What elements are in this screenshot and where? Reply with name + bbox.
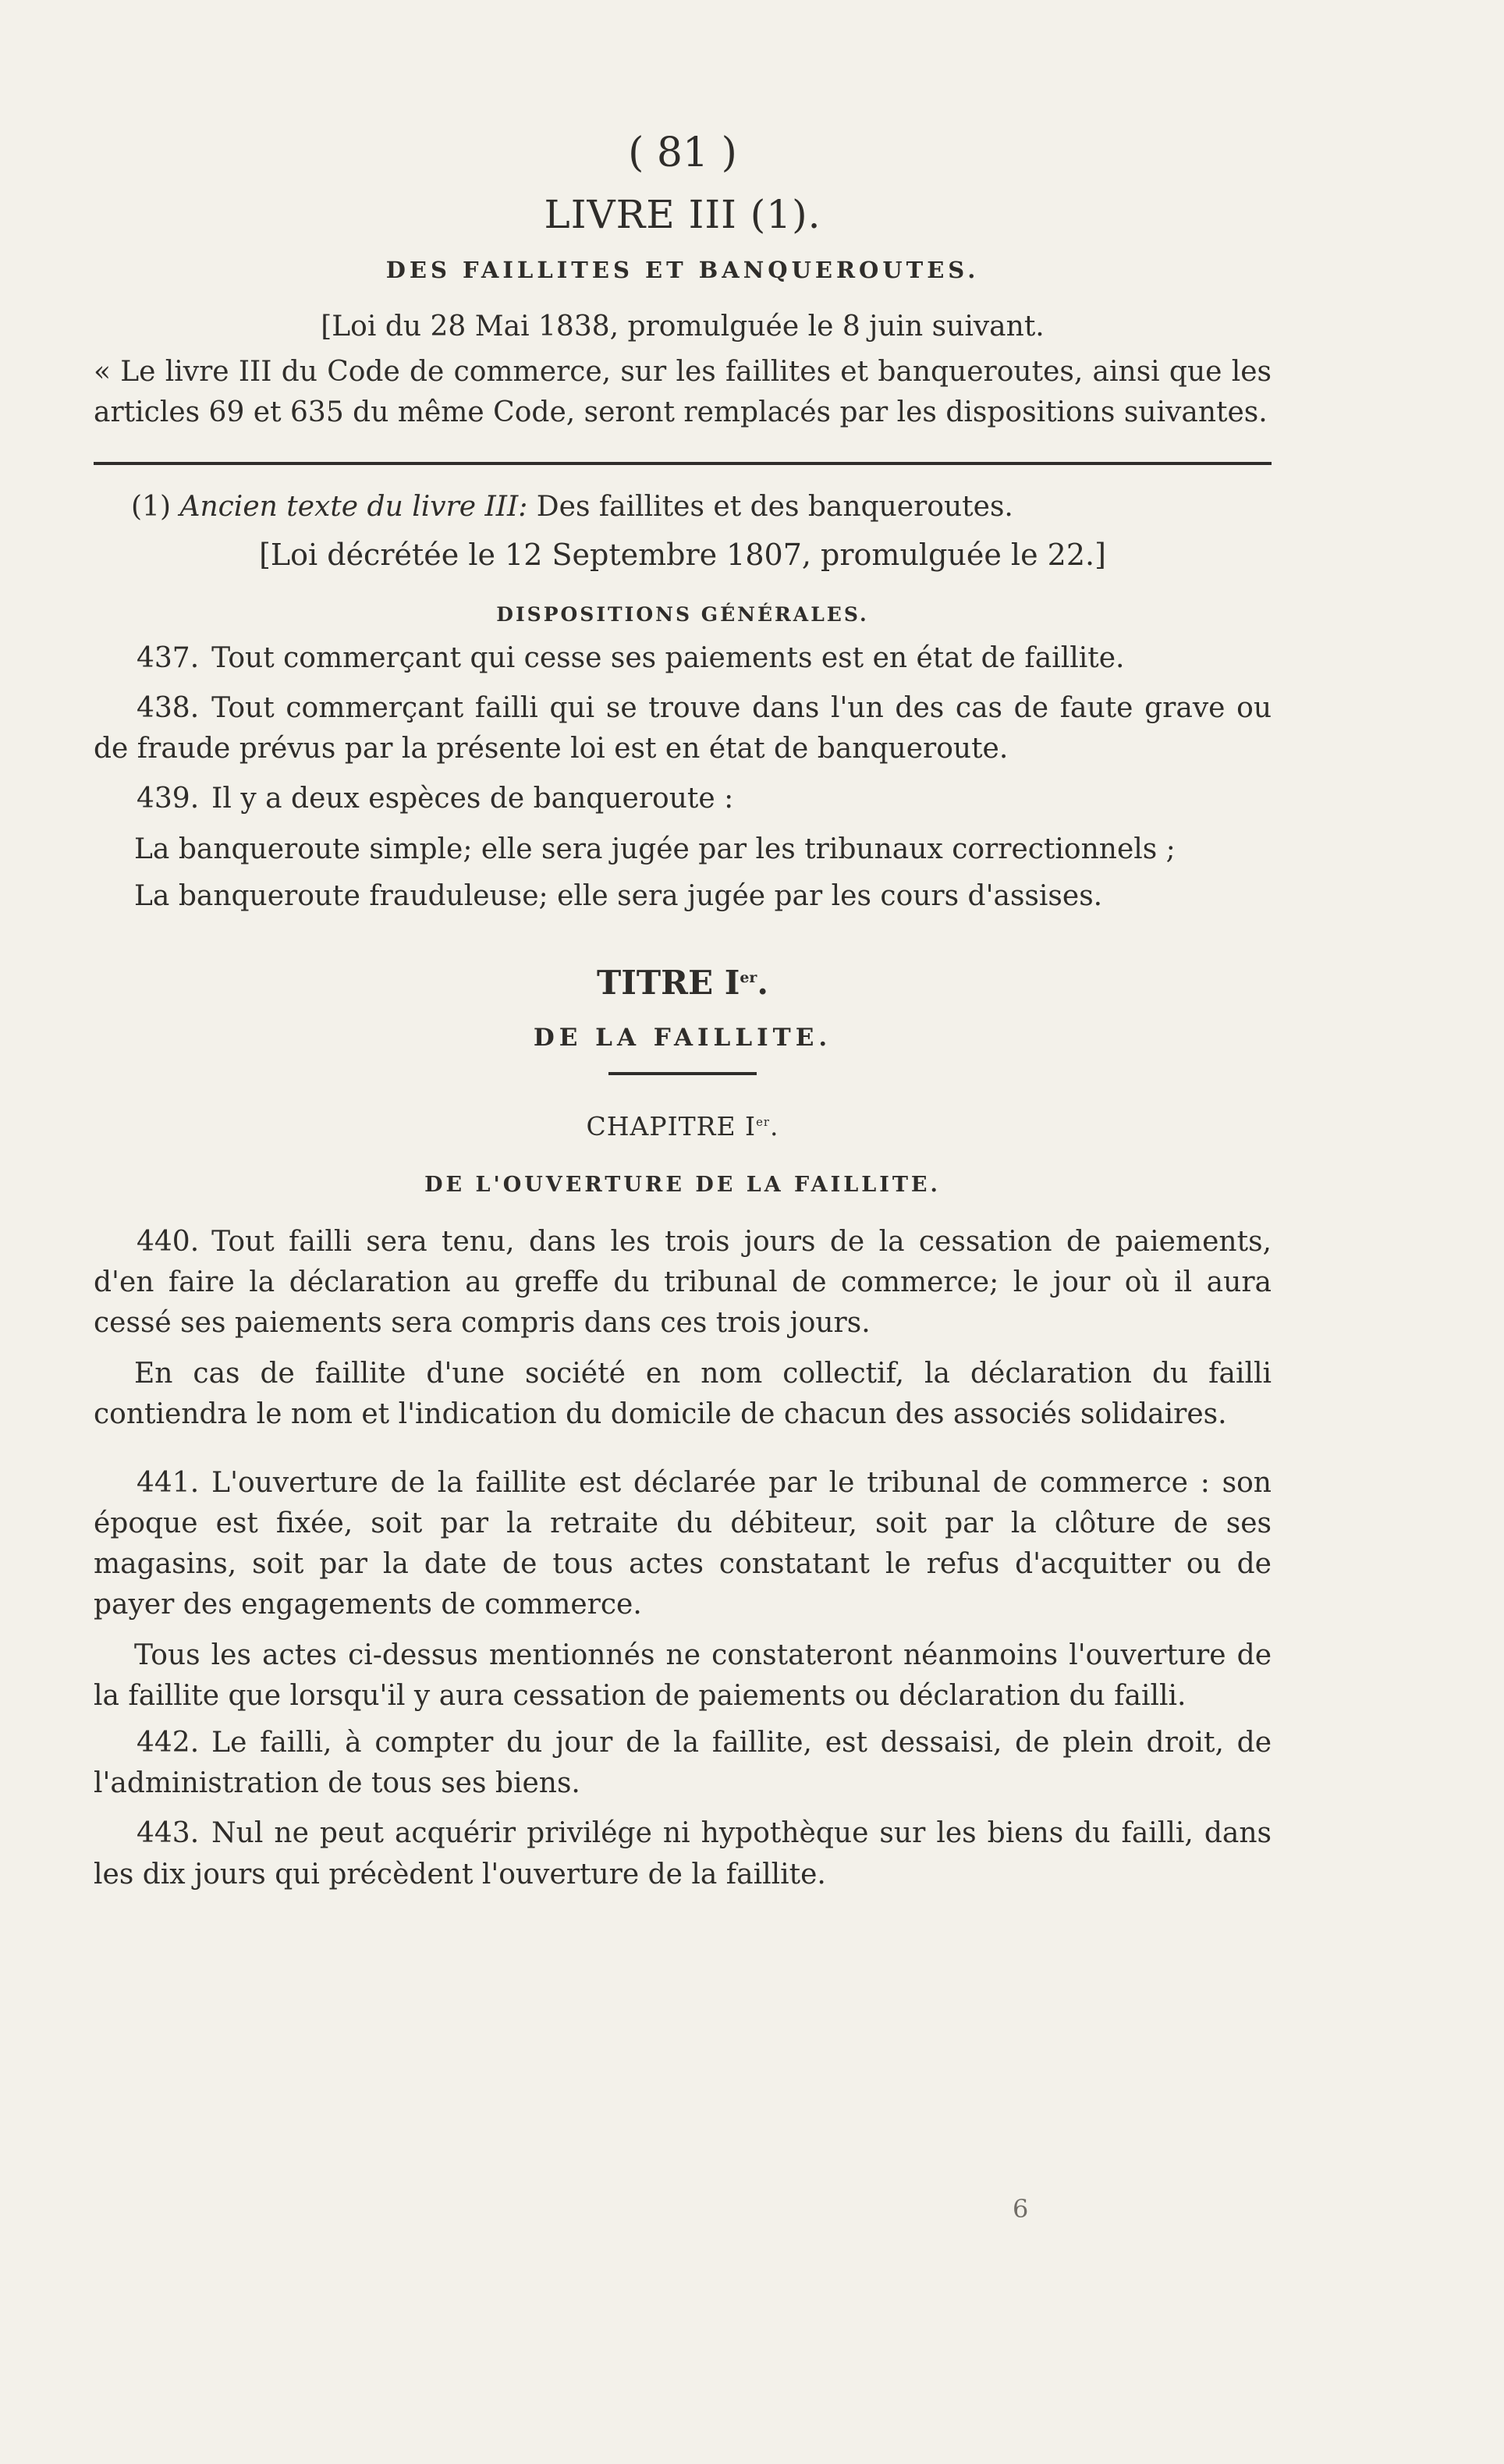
- general-provisions-heading: DISPOSITIONS GÉNÉRALES.: [496, 602, 869, 626]
- article-438: [94, 688, 1272, 769]
- article-number: 441.: [137, 1466, 200, 1499]
- chapter-heading: CHAPITRE Ier.: [586, 1110, 779, 1141]
- article-text: Tout failli sera tenu, dans les trois jours de la cessation de paiements, d'en faire la déclaration au greffe du tribunal de commerce; le jour où il aura cessé ses paiements sera compris dans ces trois jours.: [94, 1225, 1272, 1340]
- article-subparagraph: Tous les actes ci-dessus mentionnés ne constateront néanmoins l'ouverture de la faillite que lorsqu'il y aura cessation de paiements ou déclaration du failli.: [94, 1639, 1272, 1712]
- article-number: 438.: [137, 692, 200, 725]
- title-divider: [608, 1072, 757, 1075]
- article-number: 440.: [137, 1225, 200, 1258]
- article-number: 442.: [137, 1727, 200, 1759]
- chapter-subheading: DE L'OUVERTURE DE LA FAILLITE.: [424, 1172, 941, 1197]
- section-divider: [94, 462, 1272, 465]
- document-page: [94, 130, 1272, 1905]
- law-reference: [Loi du 28 Mai 1838, promulguée le 8 juin suivant.: [321, 311, 1045, 343]
- article-440: [94, 1222, 1272, 1344]
- article-number: 439.: [137, 783, 200, 815]
- footnote-marker: (1): [131, 490, 171, 523]
- title-subheading: DE LA FAILLITE.: [533, 1023, 832, 1052]
- article-text: Tout commerçant qui cesse ses paiements est en état de faillite.: [211, 641, 1125, 674]
- footnote-law-reference: [Loi décrétée le 12 Septembre 1807, promulguée le 22.]: [259, 537, 1106, 572]
- article-text: Le failli, à compter du jour de la faillite, est dessaisi, de plein droit, de l'administration de tous ses biens.: [94, 1727, 1272, 1800]
- article-number: 443.: [137, 1817, 200, 1850]
- footnote-label: Ancien texte du livre III:: [179, 490, 528, 523]
- article-subparagraph: En cas de faillite d'une société en nom collectif, la déclaration du failli contiendra le nom et l'indication du domicile de chacun des associés solidaires.: [94, 1357, 1272, 1430]
- footnote: [131, 487, 1272, 527]
- article-subparagraph: La banqueroute simple; elle sera jugée par les tribunaux correctionnels ;: [134, 833, 1176, 865]
- article-441: [94, 1463, 1272, 1626]
- page-number: ( 81 ): [628, 130, 737, 176]
- footnote-text: Des faillites et des banqueroutes.: [527, 490, 1013, 523]
- article-439: [94, 779, 1272, 819]
- article-437: [94, 638, 1272, 679]
- article-number: 437.: [137, 641, 200, 674]
- article-text: Il y a deux espèces de banqueroute :: [211, 783, 734, 815]
- signature-number: 6: [1013, 2194, 1029, 2224]
- title-heading: TITRE Ier.: [597, 963, 768, 1002]
- article-subparagraph: La banqueroute frauduleuse; elle sera jugée par les cours d'assises.: [134, 879, 1103, 912]
- article-text: L'ouverture de la faillite est déclarée par le tribunal de commerce : son époque est fixée, soit par la retraite du débiteur, soit par la clôture de ses magasins, soit par la date de tous actes constatant le refus d'acquitter ou de payer des engagements de commerce.: [94, 1466, 1272, 1621]
- article-text: Nul ne peut acquérir privilége ni hypothèque sur les biens du failli, dans les dix jours qui précèdent l'ouverture de la faillite.: [94, 1817, 1272, 1891]
- article-443: [94, 1813, 1272, 1894]
- article-text: Tout commerçant failli qui se trouve dans l'un des cas de faute grave ou de fraude prévus par la présente loi est en état de banqueroute.: [94, 692, 1272, 765]
- article-442: [94, 1723, 1272, 1804]
- intro-paragraph: « Le livre III du Code de commerce, sur les faillites et banqueroutes, ainsi que les articles 69 et 635 du même Code, seront remplacés par les dispositions suivantes.: [94, 356, 1272, 429]
- book-subtitle: DES FAILLITES ET BANQUEROUTES.: [385, 257, 980, 283]
- book-title: LIVRE III (1).: [544, 192, 821, 237]
